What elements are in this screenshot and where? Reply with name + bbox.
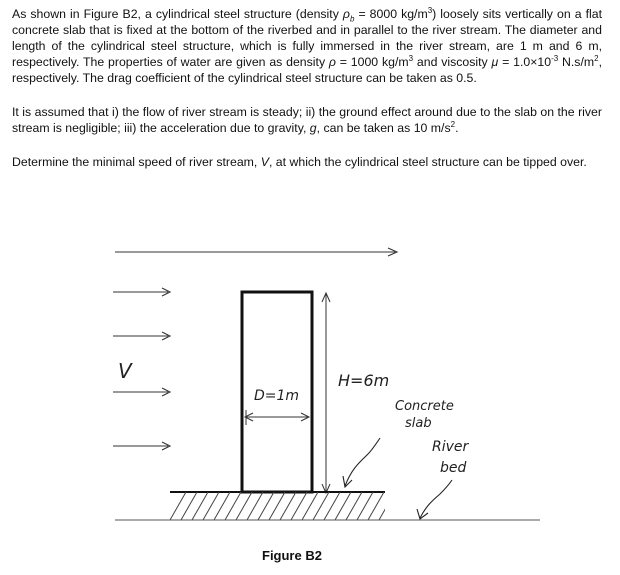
text-span: , respectively. The drag coefficient of the cylindrical steel structure can be taken as 0.5.	[12, 55, 602, 85]
paragraph-assumptions	[12, 104, 602, 136]
text-span: N.s/m	[558, 55, 595, 69]
g-symbol: g	[309, 121, 317, 135]
text-span: = 8000 kg/m	[354, 7, 428, 21]
paragraph-question	[12, 154, 602, 170]
mu-symbol: μ	[491, 55, 499, 69]
text-span: Determine the minimal speed of river stream,	[12, 155, 261, 169]
text-span: .	[455, 121, 459, 135]
stream-arrow-top	[115, 248, 397, 256]
label-slab: slab	[405, 416, 432, 431]
height-dimension	[322, 293, 330, 493]
label-river: River	[432, 439, 469, 455]
concrete-slab-pointer	[343, 438, 380, 487]
label-bed: bed	[440, 460, 467, 476]
river-bed-pointer	[417, 480, 452, 519]
concrete-slab	[170, 492, 395, 520]
text-span: = 1.0×10	[498, 55, 552, 69]
text-span: ) loosely sits vertically on a flat concrete slab that is fixed at the bottom of the riverbed and in parallel to the river stream. The diameter and length of the cylindrical steel structure, which is fully immersed in the river stream, are 1 m and 6 m, respectively. The properties of water are given as density	[12, 7, 602, 69]
v-symbol: V	[260, 155, 269, 169]
label-v: V	[118, 359, 132, 383]
text-span: It is assumed that i) the flow of river stream is steady; ii) the ground effect around due to the slab on the river stream is negligible; iii) the acceleration due to gravity,	[12, 105, 602, 135]
figure-b2-diagram	[0, 230, 620, 540]
rho-symbol: ρ	[328, 55, 336, 69]
label-concrete: Concrete	[395, 399, 454, 414]
superscript: 2	[450, 119, 456, 129]
figure-caption: Figure B2	[262, 548, 322, 563]
label-height: H=6m	[338, 371, 390, 390]
superscript: 3	[427, 5, 433, 15]
text-span: , at which the cylindrical steel structure can be tipped over.	[268, 155, 587, 169]
rho-b-subscript: b	[349, 14, 355, 24]
superscript: 2	[594, 53, 599, 63]
text-span: As shown in Figure B2, a cylindrical steel structure (density	[12, 7, 343, 21]
paragraph-problem-statement	[12, 6, 602, 86]
text-span: and viscosity	[413, 55, 492, 69]
label-diameter: D=1m	[254, 388, 300, 404]
text-span: , can be taken as 10 m/s	[316, 121, 451, 135]
rho-b-symbol: ρ	[342, 7, 350, 21]
superscript: 3	[408, 53, 414, 63]
text-span: = 1000 kg/m	[335, 55, 409, 69]
superscript: -3	[551, 53, 559, 63]
